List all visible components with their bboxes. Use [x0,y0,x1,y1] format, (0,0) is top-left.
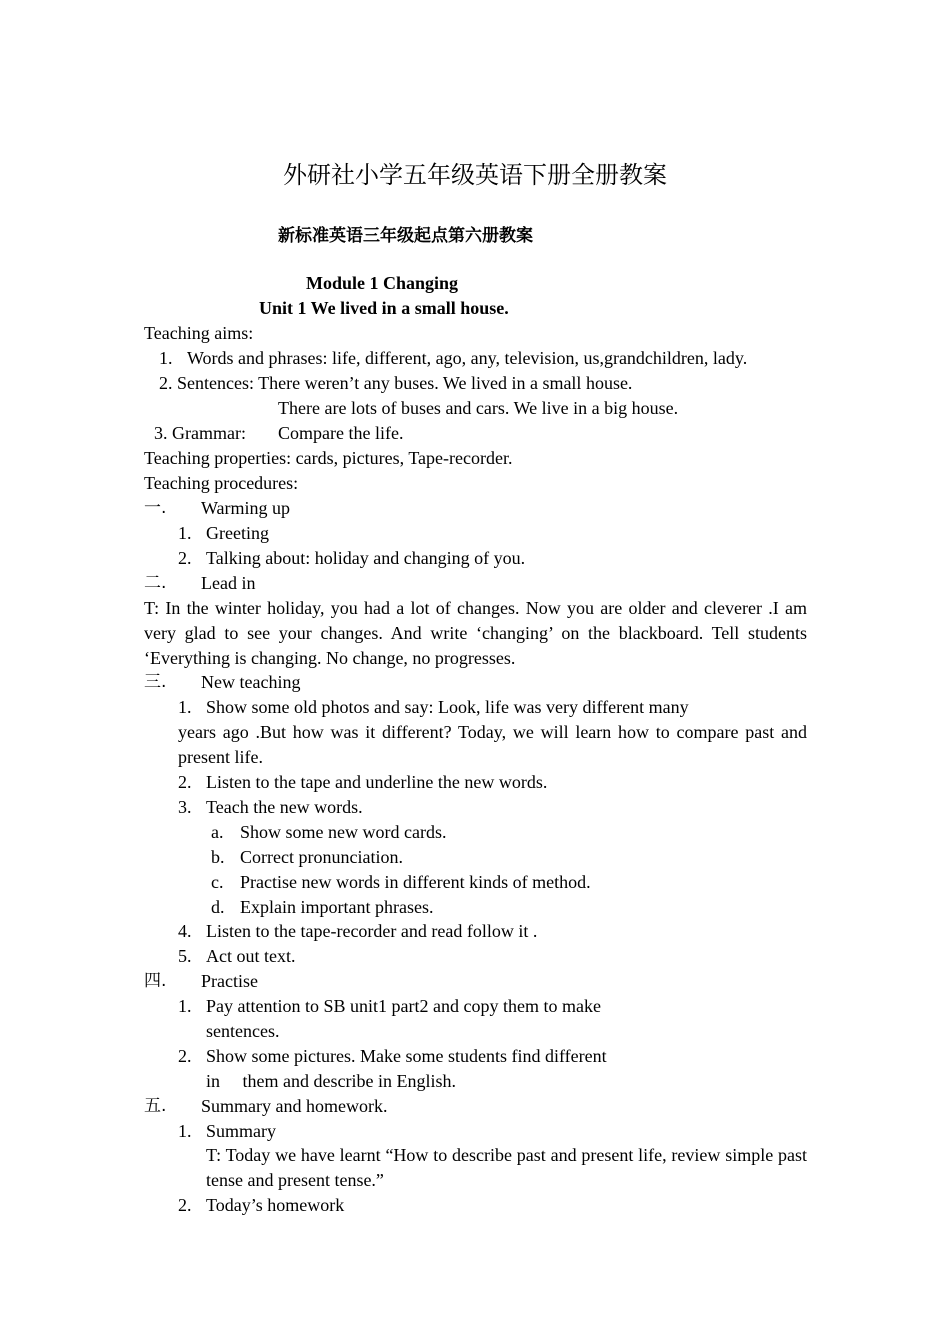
s4-item-1-continuation: sentences. [206,1021,280,1041]
s3-item-4-number: 4. [178,921,192,941]
s3-sub-c-text: Practise new words in different kinds of method. [240,872,591,892]
s3-item-5-number: 5. [178,946,192,966]
s3-sub-b-text: Correct pronunciation. [240,847,403,867]
aims-heading: Teaching aims: [144,323,254,343]
s3-item-1-text: Show some old photos and say: Look, life was very different many [206,697,689,717]
section-2-title: Lead in [201,573,256,593]
module-heading: Module 1 Changing [306,273,459,293]
s1-item-2-number: 2. [178,548,192,568]
s3-item-3-number: 3. [178,797,192,817]
s3-item-1-number: 1. [178,697,192,717]
s3-item-2-number: 2. [178,772,192,792]
s4-item-2-text: Show some pictures. Make some students find different [206,1046,607,1066]
s3-item-3-text: Teach the new words. [206,797,363,817]
section-4-number: 四. [144,971,167,991]
procedures-heading: Teaching procedures: [144,473,299,493]
section-1-title: Warming up [201,498,291,518]
section-3-title: New teaching [201,672,301,692]
s4-item-2-continuation: in them and describe in English. [206,1071,456,1091]
section-3-number: 三. [144,672,167,692]
section-5-number: 五. [144,1096,167,1116]
s3-item-4-text: Listen to the tape-recorder and read follow it . [206,921,538,941]
teaching-properties: Teaching properties: cards, pictures, Tape-recorder. [144,448,513,468]
s3-sub-a-text: Show some new word cards. [240,822,447,842]
s5-item-1-text: Summary [206,1121,276,1141]
s3-item-5-text: Act out text. [206,946,296,966]
s4-item-1-number: 1. [178,996,192,1016]
unit-heading: Unit 1 We lived in a small house. [259,298,509,318]
aim-3-label: 3. Grammar: [154,423,246,443]
s4-item-1-text: Pay attention to SB unit1 part2 and copy them to make [206,996,601,1016]
aim-1-text: Words and phrases: life, different, ago, any, television, us,grandchildren, lady. [187,348,748,368]
s1-item-1-number: 1. [178,523,192,543]
section-4-title: Practise [201,971,258,991]
section-1-number: 一. [144,498,167,518]
s3-sub-a-letter: a. [211,822,224,842]
s5-item-2-number: 2. [178,1195,192,1215]
s5-item-1-number: 1. [178,1121,192,1141]
aim-2-continuation: There are lots of buses and cars. We live in a big house. [278,398,679,418]
document-title: 外研社小学五年级英语下册全册教案 [283,161,667,189]
section-2-paragraph: T: In the winter holiday, you had a lot of changes. Now you are older and cleverer .I am very glad to see your changes. And write ‘changing’ on the blackboard. Tell students ‘Everything is changing. No change, no progresses. [144,598,807,668]
s3-item-1-continuation: years ago .But how was it different? Today, we will learn how to compare past and present life. [178,722,807,767]
aim-2-text: 2. Sentences: There weren’t any buses. We lived in a small house. [159,373,633,393]
aim-1-number: 1. [159,348,173,368]
document-subtitle: 新标准英语三年级起点第六册教案 [278,226,533,246]
s3-sub-d-text: Explain important phrases. [240,897,434,917]
s3-sub-c-letter: c. [211,872,224,892]
s3-sub-d-letter: d. [211,897,225,917]
s3-sub-b-letter: b. [211,847,225,867]
s4-item-2-number: 2. [178,1046,192,1066]
s3-item-2-text: Listen to the tape and underline the new words. [206,772,548,792]
s5-item-2-text: Today’s homework [206,1195,345,1215]
s1-item-2-text: Talking about: holiday and changing of you. [206,548,526,568]
s1-item-1-text: Greeting [206,523,269,543]
section-5-title: Summary and homework. [201,1096,388,1116]
aim-3-text: Compare the life. [278,423,404,443]
s5-item-1-paragraph: T: Today we have learnt “How to describe past and present life, review simple past tense and present tense.” [206,1145,807,1190]
section-2-number: 二. [144,573,167,593]
